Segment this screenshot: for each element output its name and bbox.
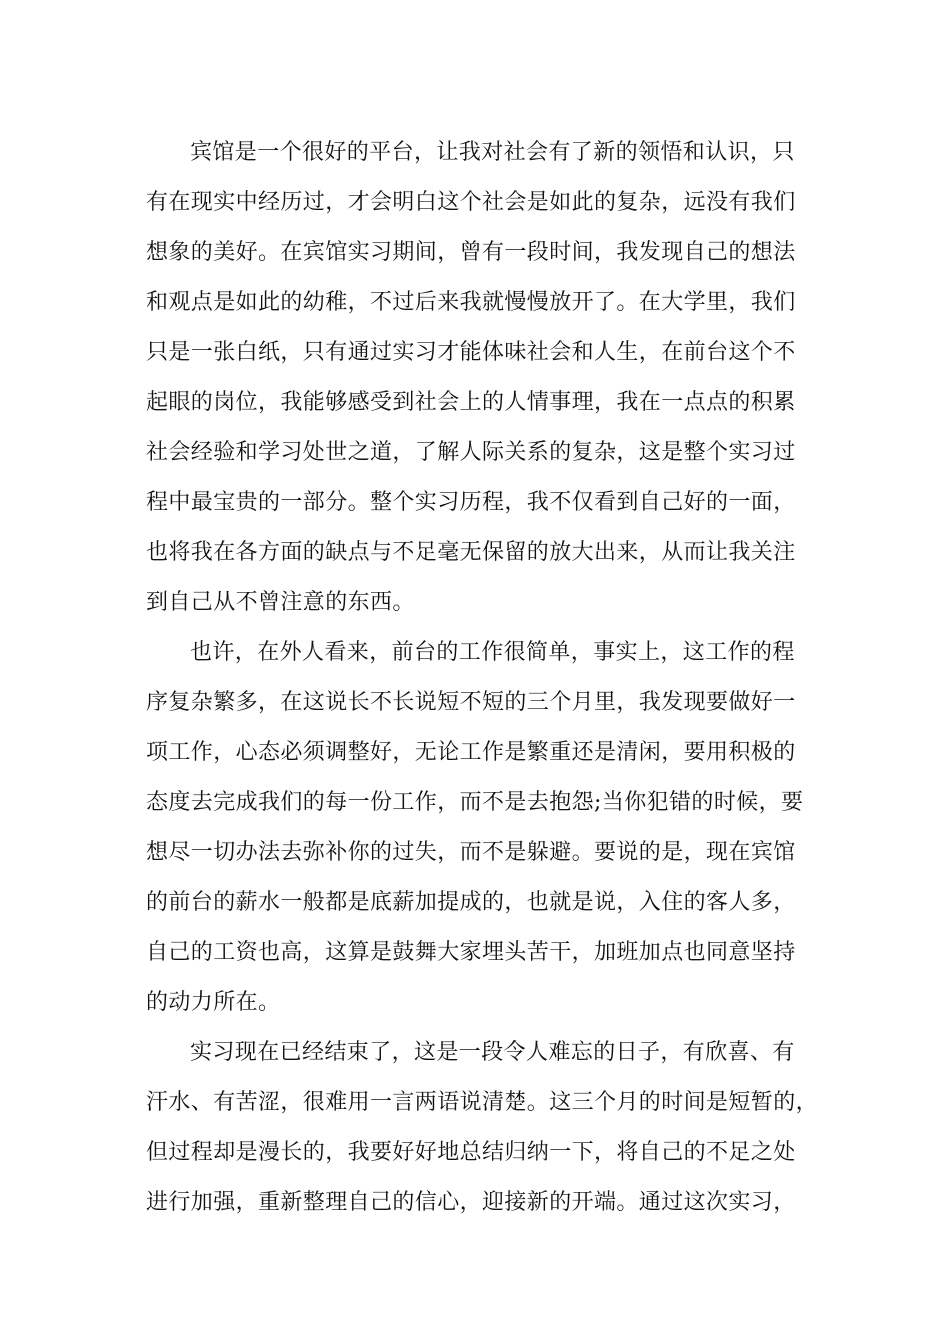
text-line: 序复杂繁多，在这说长不长说短不短的三个月里，我发现要做好一 bbox=[146, 690, 796, 715]
paragraph-3 bbox=[146, 1028, 819, 1228]
text-line: 只是一张白纸，只有通过实习才能体味社会和人生，在前台这个不 bbox=[146, 340, 796, 365]
text-line: 的前台的薪水一般都是底薪加提成的，也就是说，入住的客人多， bbox=[146, 890, 796, 915]
text-line: 进行加强，重新整理自己的信心，迎接新的开端。通过这次实习， bbox=[146, 1190, 796, 1215]
text-line: 起眼的岗位，我能够感受到社会上的人情事理，我在一点点的积累 bbox=[146, 390, 796, 415]
text-line: 程中最宝贵的一部分。整个实习历程，我不仅看到自己好的一面， bbox=[146, 490, 796, 515]
text-line: 项工作，心态必须调整好，无论工作是繁重还是清闲，要用积极的 bbox=[146, 740, 796, 765]
text-line: 态度去完成我们的每一份工作，而不是去抱怨;当你犯错的时候，要 bbox=[146, 790, 804, 815]
text-line: 也许，在外人看来，前台的工作很简单，事实上，这工作的程 bbox=[190, 640, 795, 665]
text-line: 到自己从不曾注意的东西。 bbox=[146, 590, 415, 615]
document-body bbox=[146, 128, 819, 1228]
text-line: 自己的工资也高，这算是鼓舞大家埋头苦干，加班加点也同意坚持 bbox=[146, 940, 796, 965]
text-line: 汗水、有苦涩，很难用一言两语说清楚。这三个月的时间是短暂的， bbox=[146, 1090, 819, 1115]
text-line: 有在现实中经历过，才会明白这个社会是如此的复杂，远没有我们 bbox=[146, 190, 796, 215]
text-line: 实习现在已经结束了，这是一段令人难忘的日子，有欣喜、有 bbox=[190, 1040, 795, 1065]
text-line: 想尽一切办法去弥补你的过失，而不是躲避。要说的是，现在宾馆 bbox=[146, 840, 796, 865]
text-line: 的动力所在。 bbox=[146, 990, 281, 1015]
text-line: 和观点是如此的幼稚，不过后来我就慢慢放开了。在大学里，我们 bbox=[146, 290, 796, 315]
text-line: 但过程却是漫长的，我要好好地总结归纳一下，将自己的不足之处 bbox=[146, 1140, 796, 1165]
paragraph-2 bbox=[146, 628, 808, 1028]
text-line: 社会经验和学习处世之道，了解人际关系的复杂，这是整个实习过 bbox=[146, 440, 796, 465]
text-line: 也将我在各方面的缺点与不足毫无保留的放大出来，从而让我关注 bbox=[146, 540, 796, 565]
text-line: 想象的美好。在宾馆实习期间，曾有一段时间，我发现自己的想法 bbox=[146, 240, 796, 265]
text-line: 宾馆是一个很好的平台，让我对社会有了新的领悟和认识，只 bbox=[190, 140, 795, 165]
paragraph-1 bbox=[146, 128, 808, 628]
